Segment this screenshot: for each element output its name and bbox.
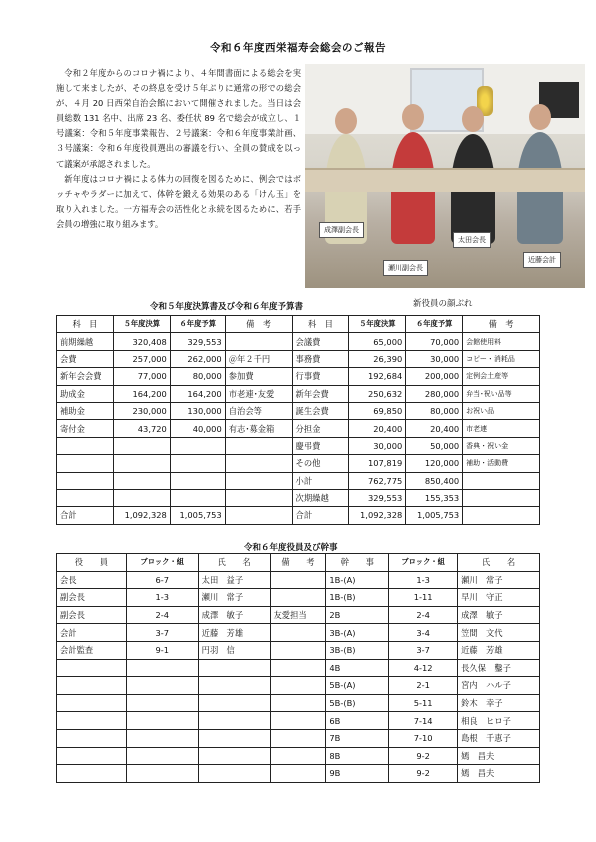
officers-cell: 2-1	[389, 677, 458, 695]
budget-cell	[225, 437, 292, 454]
officers-cell: 2-4	[126, 606, 198, 624]
table-row	[57, 333, 540, 350]
budget-cell: 小計	[292, 472, 349, 489]
officers-cell: 近藤 芳雄	[198, 624, 270, 642]
budget-cell	[170, 455, 225, 472]
officers-cell: 友愛担当	[270, 606, 326, 624]
budget-cell: 320,408	[113, 333, 170, 350]
officers-cell	[126, 712, 198, 730]
budget-cell: その他	[292, 455, 349, 472]
officers-cell: 3B-(B)	[326, 641, 389, 659]
officers-cell	[57, 677, 127, 695]
budget-cell	[113, 455, 170, 472]
officers-cell	[270, 729, 326, 747]
officers-cell	[270, 765, 326, 783]
table-row	[57, 368, 540, 385]
table-row	[57, 350, 540, 367]
officers-cell: 4-12	[389, 659, 458, 677]
table-row	[57, 729, 540, 747]
budget-title: 令和５年度決算書及び令和６年度予算書	[150, 302, 304, 312]
officers-cell: 笠間 文代	[458, 624, 540, 642]
table-row	[57, 589, 540, 607]
officers-cell: 9-2	[389, 747, 458, 765]
budget-cell: 次期繰越	[292, 489, 349, 506]
budget-cell: 262,000	[170, 350, 225, 367]
budget-cell	[57, 472, 114, 489]
officers-cell	[198, 729, 270, 747]
officers-cell	[57, 712, 127, 730]
budget-cell: 70,000	[406, 333, 463, 350]
budget-cell: 会館使用料	[463, 333, 540, 350]
officers-cell	[198, 694, 270, 712]
officers-cell: 成澤 敏子	[198, 606, 270, 624]
budget-cell: 329,553	[170, 333, 225, 350]
budget-cell: 慶弔費	[292, 437, 349, 454]
officers-cell	[126, 694, 198, 712]
table-row	[57, 437, 540, 454]
budget-cell: 26,390	[349, 350, 406, 367]
officers-cell	[57, 659, 127, 677]
officers-cell: 1-3	[126, 589, 198, 607]
table-row	[57, 712, 540, 730]
officers-cell	[270, 589, 326, 607]
budget-cell: 1,005,753	[170, 507, 225, 524]
officers-cell	[270, 641, 326, 659]
officers-cell: 相良 ヒロ子	[458, 712, 540, 730]
officers-cell: 鈴木 幸子	[458, 694, 540, 712]
officers-cell: 7-10	[389, 729, 458, 747]
intro-paragraph-1: 令和２年度からのコロナ禍により、４年間書面による総会を実施して来ましたが、その終息を受け５年ぶりに通常の形での総会が、４月 20 日西栄自治会館において開催されました。当日は会員総数 131 名中、出席 23 名、委任状 89 名で総会が成立し、１号議案：令和５年度事業報告、２号議案：令和６年度事業計画、３号議案：令和６年度役員選出の審議を行い、全員の賛成を以って議案が承認されました。	[56, 68, 301, 169]
budget-cell: 30,000	[406, 350, 463, 367]
officers-cell: 7B	[326, 729, 389, 747]
budget-cell: 164,200	[170, 385, 225, 402]
budget-cell	[463, 472, 540, 489]
officers-cell: 近藤 芳雄	[458, 641, 540, 659]
table-row	[57, 624, 540, 642]
budget-cell	[463, 489, 540, 506]
budget-cell: 分担金	[292, 420, 349, 437]
photo-label: 新役員の顔ぶれ	[413, 299, 473, 309]
budget-cell: 155,353	[406, 489, 463, 506]
officers-cell	[270, 694, 326, 712]
budget-cell: 合計	[57, 507, 114, 524]
officers-table	[56, 553, 540, 783]
officers-cell	[57, 765, 127, 783]
budget-cell	[225, 489, 292, 506]
budget-cell: 補助・活動費	[463, 455, 540, 472]
officers-cell: 宮内 ハル子	[458, 677, 540, 695]
officers-cell: 9-1	[126, 641, 198, 659]
budget-cell: 850,400	[406, 472, 463, 489]
caption-segawa: 瀬川副会長	[383, 260, 428, 276]
officers-cell	[126, 765, 198, 783]
officers-cell	[198, 765, 270, 783]
page-title: 令和６年度西栄福寿会総会のご報告	[210, 42, 386, 54]
table-row	[57, 747, 540, 765]
budget-cell: 行事費	[292, 368, 349, 385]
officers-cell: 太田 益子	[198, 571, 270, 589]
budget-cell	[57, 455, 114, 472]
budget-cell: 200,000	[406, 368, 463, 385]
officers-cell: 会計	[57, 624, 127, 642]
budget-cell: 会議費	[292, 333, 349, 350]
budget-header-cell: 科 目	[57, 316, 114, 333]
budget-cell: 補助金	[57, 402, 114, 419]
budget-cell: 会費	[57, 350, 114, 367]
table-row	[57, 694, 540, 712]
intro-paragraph-2: 新年度はコロナ禍による体力の回復を図るために、例会ではボッチャやラダーに加えて、体幹を鍛える効果のある「けん玉」を取り入れました。一方福寿会の活性化と永続を図るために、若手会員の増強に取り組みます。	[56, 173, 301, 229]
intro-text	[56, 66, 301, 232]
officers-cell	[57, 747, 127, 765]
budget-cell	[57, 489, 114, 506]
budget-cell	[225, 472, 292, 489]
budget-header-cell: 備 考	[225, 316, 292, 333]
officers-title: 令和６年度役員及び幹事	[244, 543, 338, 553]
officers-header-cell: 備 考	[270, 554, 326, 572]
officers-cell: 瀬川 常子	[458, 571, 540, 589]
officers-cell: 島根 千恵子	[458, 729, 540, 747]
budget-cell: 定例会土産等	[463, 368, 540, 385]
budget-cell	[113, 489, 170, 506]
officers-header-cell: 氏 名	[198, 554, 270, 572]
budget-cell: 1,092,328	[349, 507, 406, 524]
table-row	[57, 489, 540, 506]
officers-cell: 瀬川 常子	[198, 589, 270, 607]
officers-cell: 嫣 昌夫	[458, 747, 540, 765]
table-row	[57, 677, 540, 695]
table-row	[57, 472, 540, 489]
officers-cell: 成澤 敏子	[458, 606, 540, 624]
officers-cell: 円羽 信	[198, 641, 270, 659]
officers-cell: 2B	[326, 606, 389, 624]
officers-cell: 副会長	[57, 589, 127, 607]
officers-cell	[198, 659, 270, 677]
budget-cell: 助成金	[57, 385, 114, 402]
budget-cell: 誕生会費	[292, 402, 349, 419]
budget-cell: 新年会費	[292, 385, 349, 402]
budget-cell	[113, 472, 170, 489]
officers-header-row	[57, 554, 540, 572]
officers-cell: 会長	[57, 571, 127, 589]
budget-cell: 77,000	[113, 368, 170, 385]
budget-cell	[225, 507, 292, 524]
officers-header-cell: 役 員	[57, 554, 127, 572]
officers-cell	[126, 747, 198, 765]
officers-cell: 会計監査	[57, 641, 127, 659]
budget-cell	[113, 437, 170, 454]
budget-cell: 30,000	[349, 437, 406, 454]
budget-cell: 前期繰越	[57, 333, 114, 350]
budget-cell: ＠年２千円	[225, 350, 292, 367]
budget-header-cell: 備 考	[463, 316, 540, 333]
budget-header-cell: ６年度予算	[170, 316, 225, 333]
table-row	[57, 765, 540, 783]
officers-cell: 2-4	[389, 606, 458, 624]
officers-cell	[126, 677, 198, 695]
budget-cell: 762,775	[349, 472, 406, 489]
budget-cell: 参加費	[225, 368, 292, 385]
budget-cell: 80,000	[406, 402, 463, 419]
officers-header-cell: ブロック・組	[126, 554, 198, 572]
officers-cell: 1B-(B)	[326, 589, 389, 607]
budget-cell: 329,553	[349, 489, 406, 506]
budget-cell: 20,400	[406, 420, 463, 437]
officers-cell: 嫣 昌夫	[458, 765, 540, 783]
officers-cell	[270, 659, 326, 677]
officers-cell: 6B	[326, 712, 389, 730]
table-row	[57, 455, 540, 472]
budget-cell	[57, 437, 114, 454]
budget-cell	[225, 333, 292, 350]
budget-cell: 事務費	[292, 350, 349, 367]
budget-cell: 1,092,328	[113, 507, 170, 524]
budget-cell: 280,000	[406, 385, 463, 402]
budget-cell: 250,632	[349, 385, 406, 402]
officers-header-cell: 氏 名	[458, 554, 540, 572]
budget-header-cell: ５年度決算	[113, 316, 170, 333]
budget-cell: 香典・祝い金	[463, 437, 540, 454]
budget-cell	[170, 489, 225, 506]
officers-cell: 5B-(B)	[326, 694, 389, 712]
budget-cell: 40,000	[170, 420, 225, 437]
officers-cell	[198, 712, 270, 730]
budget-cell	[463, 507, 540, 524]
budget-cell: 164,200	[113, 385, 170, 402]
officers-cell	[126, 659, 198, 677]
budget-cell: 市老連	[463, 420, 540, 437]
caption-seikaza: 成澤副会長	[319, 222, 364, 238]
budget-cell: 20,400	[349, 420, 406, 437]
officers-header-cell: 幹 事	[326, 554, 389, 572]
officers-cell	[126, 729, 198, 747]
budget-cell: 130,000	[170, 402, 225, 419]
officers-cell	[198, 677, 270, 695]
officers-cell	[270, 747, 326, 765]
officers-cell: 長久保 鑿子	[458, 659, 540, 677]
table-row	[57, 402, 540, 419]
officers-cell: 3B-(A)	[326, 624, 389, 642]
budget-cell: 50,000	[406, 437, 463, 454]
budget-cell	[170, 472, 225, 489]
budget-header-cell: ５年度決算	[349, 316, 406, 333]
caption-ota: 太田会長	[453, 232, 491, 248]
group-photo	[305, 64, 585, 288]
budget-cell: 1,005,753	[406, 507, 463, 524]
officers-cell	[270, 677, 326, 695]
officers-cell	[57, 694, 127, 712]
budget-table	[56, 315, 540, 525]
budget-cell: 43,720	[113, 420, 170, 437]
budget-cell: 230,000	[113, 402, 170, 419]
officers-cell	[57, 729, 127, 747]
budget-cell: 合計	[292, 507, 349, 524]
budget-cell: 120,000	[406, 455, 463, 472]
officers-cell: 1-11	[389, 589, 458, 607]
table-row	[57, 420, 540, 437]
budget-cell	[170, 437, 225, 454]
budget-cell: 新年会会費	[57, 368, 114, 385]
table-row	[57, 507, 540, 524]
table-row	[57, 571, 540, 589]
officers-cell: 1-3	[389, 571, 458, 589]
table-row	[57, 641, 540, 659]
budget-cell: コピー・消耗品	[463, 350, 540, 367]
budget-cell: 寄付金	[57, 420, 114, 437]
budget-cell: お祝い品	[463, 402, 540, 419]
officers-cell: 7-14	[389, 712, 458, 730]
budget-cell: 192,684	[349, 368, 406, 385]
officers-cell: 5B-(A)	[326, 677, 389, 695]
officers-cell: 3-4	[389, 624, 458, 642]
budget-cell: 市老連･友愛	[225, 385, 292, 402]
officers-cell: 6-7	[126, 571, 198, 589]
budget-cell: 69,850	[349, 402, 406, 419]
budget-header-cell: 科 目	[292, 316, 349, 333]
officers-cell: 早川 守正	[458, 589, 540, 607]
officers-cell: 9-2	[389, 765, 458, 783]
table-row	[57, 385, 540, 402]
budget-header-row	[57, 316, 540, 333]
budget-cell: 自治会等	[225, 402, 292, 419]
officers-cell	[198, 747, 270, 765]
budget-cell: 80,000	[170, 368, 225, 385]
budget-cell: 257,000	[113, 350, 170, 367]
budget-cell: 弁当･祝い品等	[463, 385, 540, 402]
officers-cell: 3-7	[126, 624, 198, 642]
budget-cell	[225, 455, 292, 472]
officers-cell: 3-7	[389, 641, 458, 659]
officers-cell: 8B	[326, 747, 389, 765]
budget-header-cell: ６年度予算	[406, 316, 463, 333]
officers-cell	[270, 624, 326, 642]
officers-cell: 1B-(A)	[326, 571, 389, 589]
officers-cell: 9B	[326, 765, 389, 783]
officers-cell	[270, 571, 326, 589]
table-row	[57, 606, 540, 624]
officers-cell: 副会長	[57, 606, 127, 624]
officers-cell: 4B	[326, 659, 389, 677]
table-row	[57, 659, 540, 677]
officers-cell: 5-11	[389, 694, 458, 712]
officers-cell	[270, 712, 326, 730]
budget-cell: 65,000	[349, 333, 406, 350]
budget-cell: 107,819	[349, 455, 406, 472]
officers-header-cell: ブロック・組	[389, 554, 458, 572]
caption-kondo: 近藤会計	[523, 252, 561, 268]
budget-cell: 有志･募金箱	[225, 420, 292, 437]
